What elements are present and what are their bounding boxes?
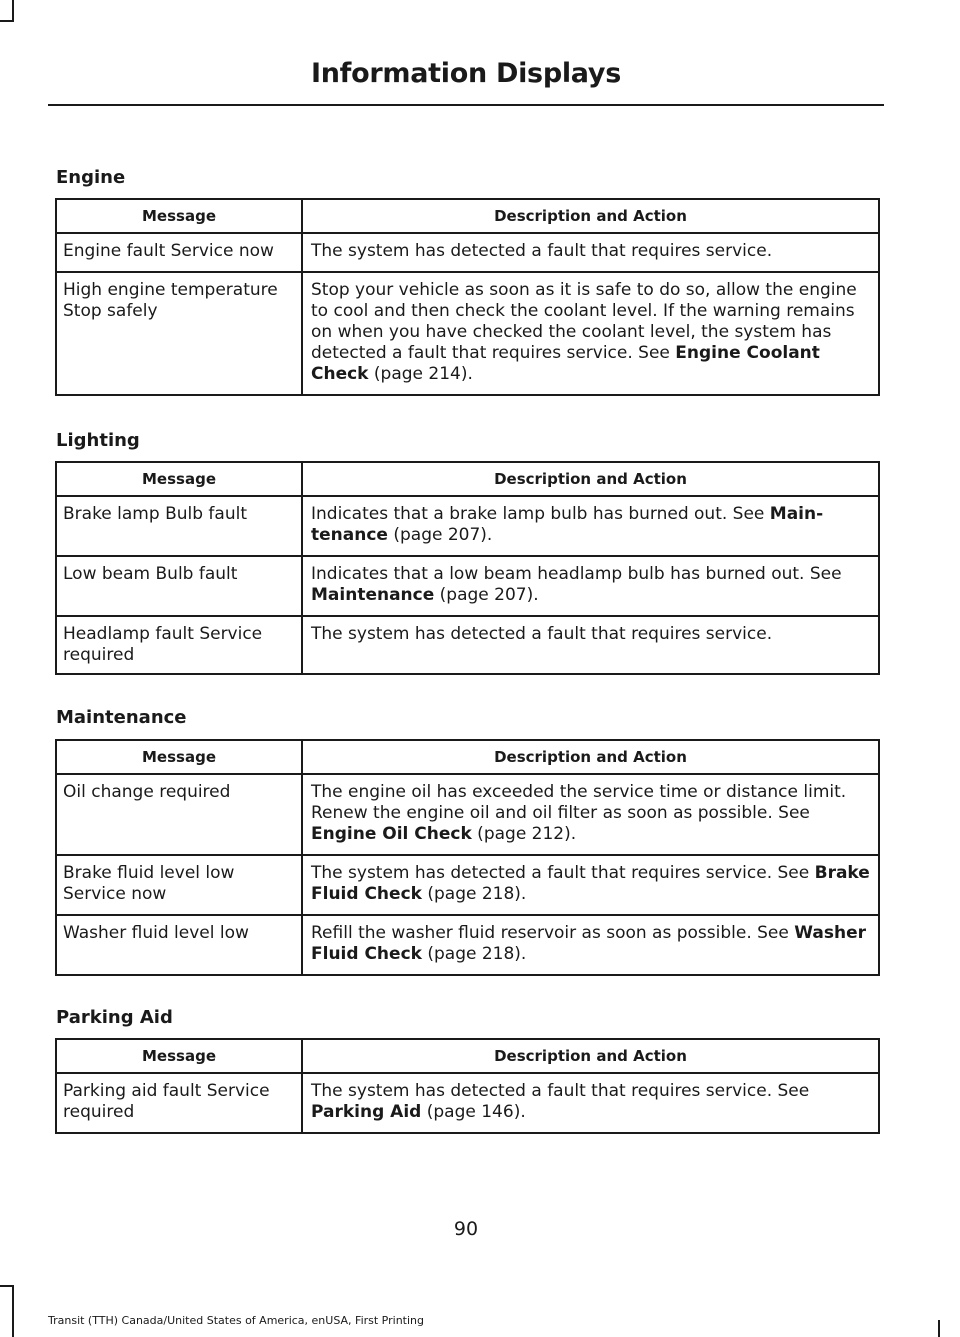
section-heading-parking-aid: Parking Aid <box>56 1007 173 1028</box>
maintenance-message-table <box>55 739 880 976</box>
page-reference-link[interactable]: Parking Aid <box>311 1102 422 1122</box>
crop-mark-bottom-left <box>12 1285 14 1337</box>
page-reference-link[interactable]: Maintenance <box>311 585 435 605</box>
page-reference-number: (page 218). <box>421 944 527 964</box>
column-header-description: Description and Action <box>302 462 879 496</box>
description-text: The engine oil has exceeded the service time or distance limit. Renew the engine oil and oil filter as soon as possible. See <box>311 782 847 823</box>
message-cell: Headlamp fault Service required <box>56 616 302 674</box>
description-text: The system has detected a fault that requires service. <box>311 241 773 261</box>
crop-mark-top-left <box>12 0 14 22</box>
column-header-message: Message <box>56 1039 302 1073</box>
section-heading-lighting: Lighting <box>56 430 140 451</box>
page-header-title: Information Displays <box>311 58 621 89</box>
table-row <box>56 556 879 616</box>
crop-mark-bottom-left <box>0 1285 14 1287</box>
crop-mark-bottom-right <box>938 1320 940 1337</box>
description-cell <box>302 1073 879 1133</box>
description-cell <box>302 556 879 616</box>
header-rule <box>48 104 884 106</box>
description-text: The system has detected a fault that requires service. See <box>311 1081 810 1101</box>
section-heading-engine: Engine <box>56 167 126 188</box>
page-reference-number: (page 146). <box>421 1102 526 1122</box>
table-row <box>56 915 879 975</box>
message-cell: Brake lamp Bulb fault <box>56 496 302 556</box>
message-cell: Oil change required <box>56 774 302 855</box>
column-header-message: Message <box>56 462 302 496</box>
page-reference-link[interactable]: Engine Oil Check <box>311 824 472 844</box>
table-row <box>56 1073 879 1133</box>
table-row <box>56 496 879 556</box>
page-reference-link[interactable]: Engine Coolant Check <box>311 343 820 384</box>
column-header-message: Message <box>56 740 302 774</box>
table-row <box>56 272 879 395</box>
page-number: 90 <box>453 1218 479 1240</box>
message-cell <box>56 855 302 915</box>
page-reference-link[interactable]: Brake Fluid Check <box>311 863 870 904</box>
description-cell <box>302 774 879 855</box>
description-cell <box>302 915 879 975</box>
message-cell: Engine fault Service now <box>56 233 302 272</box>
description-cell <box>302 616 879 674</box>
message-cell: Washer fluid level low <box>56 915 302 975</box>
column-header-message: Message <box>56 199 302 233</box>
message-cell: Parking aid fault Service required <box>56 1073 302 1133</box>
column-header-description: Description and Action <box>302 740 879 774</box>
section-heading-maintenance: Maintenance <box>56 707 187 728</box>
message-line: High engine temperature Stop safely <box>63 280 278 321</box>
description-text: The system has detected a fault that requires service. See <box>311 863 815 883</box>
page-reference-number: (page 214). <box>368 364 473 384</box>
table-row <box>56 616 879 674</box>
description-cell <box>302 272 879 395</box>
table-row <box>56 774 879 855</box>
table-header-row <box>56 199 879 233</box>
engine-message-table <box>55 198 880 396</box>
lighting-message-table <box>55 461 880 675</box>
crop-mark-top-left <box>0 20 14 22</box>
parking-aid-message-table <box>55 1038 880 1134</box>
description-text: Refill the washer fluid reservoir as soon as possible. See <box>311 923 795 943</box>
footer-text: Transit (TTH) Canada/United States of America, enUSA, First Printing <box>48 1314 424 1327</box>
table-row <box>56 233 879 272</box>
column-header-description: Description and Action <box>302 199 879 233</box>
description-text: Indicates that a brake lamp bulb has burned out. See <box>311 504 770 524</box>
page-reference-number: (page 212). <box>471 824 577 844</box>
description-cell <box>302 855 879 915</box>
table-row <box>56 855 879 915</box>
page-reference-link[interactable]: Main-tenance <box>311 504 824 545</box>
table-header-row <box>56 740 879 774</box>
page-reference-link[interactable]: Washer Fluid Check <box>311 923 867 964</box>
description-text: Indicates that a low beam headlamp bulb has burned out. See <box>311 564 842 584</box>
page-reference-number: (page 207). <box>434 585 539 605</box>
message-cell: Low beam Bulb fault <box>56 556 302 616</box>
description-cell <box>302 496 879 556</box>
table-header-row <box>56 1039 879 1073</box>
message-line: Brake fluid level low Service now <box>63 863 235 904</box>
page-reference-number: (page 218). <box>421 884 527 904</box>
message-cell <box>56 272 302 395</box>
page-reference-number: (page 207). <box>387 525 493 545</box>
description-text: Stop your vehicle as soon as it is safe to do so, allow the engine to cool and then check the coolant level. If the warning remains on when you have checked the coolant level, the system has detected a fault that requires service. See <box>311 280 857 363</box>
description-cell <box>302 233 879 272</box>
table-header-row <box>56 462 879 496</box>
column-header-description: Description and Action <box>302 1039 879 1073</box>
description-text: The system has detected a fault that requires service. <box>311 624 773 644</box>
